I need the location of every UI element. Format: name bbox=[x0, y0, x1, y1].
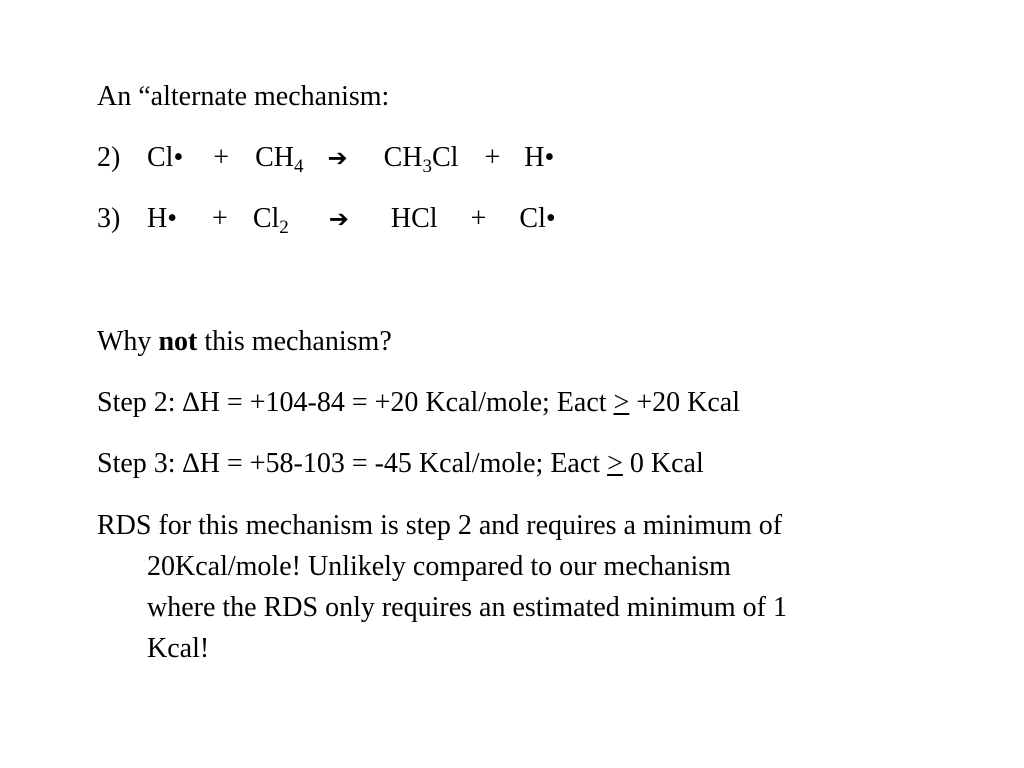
reaction-step-2 bbox=[97, 141, 554, 175]
emphasis-not: not bbox=[158, 326, 198, 357]
reaction-number: 3) bbox=[97, 203, 121, 234]
product-chlorine-radical: Cl• bbox=[519, 203, 556, 234]
reaction-number: 2) bbox=[97, 142, 121, 173]
reactant-chlorine-radical: Cl• bbox=[147, 142, 184, 173]
greater-equal-sign: > bbox=[613, 387, 630, 418]
reaction-arrow-icon: ➔ bbox=[328, 205, 349, 233]
product-chloromethane: $CH_3Cl$ bbox=[383, 142, 459, 177]
greater-equal-sign: > bbox=[607, 448, 623, 479]
product-hcl: HCl bbox=[390, 203, 438, 234]
step-2-energy: Step 2: ∆H = +104-84 = +20 Kcal/mole; Eact > +20 Kcal bbox=[97, 387, 740, 418]
reaction-step-3 bbox=[97, 202, 556, 236]
plus-sign: + bbox=[484, 142, 501, 173]
rds-line: 20Kcal/mole! Unlikely compared to our mechanism bbox=[147, 551, 731, 582]
rds-line: Kcal! bbox=[147, 633, 210, 664]
plus-sign: + bbox=[470, 203, 487, 234]
reactant-methane: $CH_4$ bbox=[255, 142, 304, 177]
reaction-arrow-icon: ➔ bbox=[327, 144, 348, 172]
step-3-energy: Step 3: ∆H = +58-103 = -45 Kcal/mole; Eact > 0 Kcal bbox=[97, 448, 704, 479]
rds-line: where the RDS only requires an estimated minimum of 1 bbox=[147, 592, 787, 623]
rds-line: RDS for this mechanism is step 2 and requires a minimum of bbox=[97, 510, 783, 541]
plus-sign: + bbox=[212, 203, 228, 234]
heading: An “alternate mechanism: bbox=[97, 81, 390, 112]
rds-paragraph bbox=[97, 505, 947, 669]
why-question: Why not this mechanism? bbox=[97, 326, 392, 357]
product-hydrogen-radical: H• bbox=[524, 142, 555, 173]
plus-sign: + bbox=[213, 142, 230, 173]
reactant-hydrogen-radical: H• bbox=[147, 203, 178, 234]
reactant-chlorine: $Cl_2$ bbox=[252, 203, 289, 238]
